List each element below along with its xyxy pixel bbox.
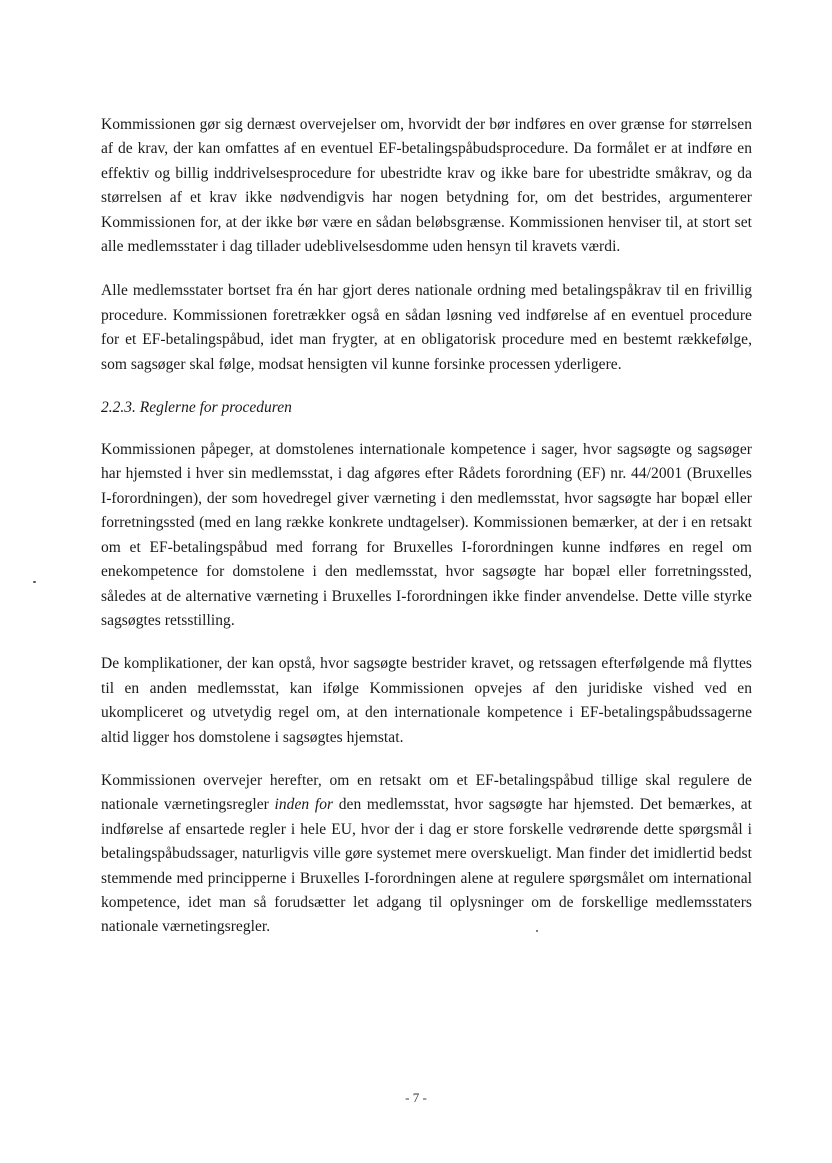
page-number: - 7 - (405, 1090, 427, 1105)
scan-speck (536, 930, 538, 932)
section-heading: 2.2.3. Reglerne for proceduren (101, 399, 292, 417)
paragraph-voluntary-procedure: Alle medlemsstater bortset fra én har gjort deres nationale ordning med betalingspåkrav til en frivillig procedure. Kommissionen foretrækker også en sådan løsning ved indførelse af en eventuel procedure for et EF-betalingspåbud, idet man frygter, at en obligatorisk procedure med en bestemt rækkefølge, som sagsøger skal følge, modsat hensigten vil kunne forsinke processen yderligere. (101, 282, 752, 373)
document-body (101, 113, 752, 940)
scan-speck (33, 581, 36, 583)
last-paragraph-start: Kommissionen overvejer herefter, om en retsakt om et EF-betalingspåbud tillige skal regulere de nationale værnetingsregler (101, 771, 752, 814)
paragraph-upper-limit: Kommissionen gør sig dernæst overvejelser om, hvorvidt der bør indføres en over grænse for størrelsen af de krav, der kan omfattes af en eventuel EF-betalingspåbudsprocedure. Da formålet er at indføre en effektiv og billig inddrivelsesprocedure for ubestridte krav og ikke bare for ubestridte småkrav, og da størrelsen af et krav ikke nødvendigvis har nogen betydning for, om det bestrides, argumenterer Kommissionen for, at der ikke bør være en sådan beløbsgrænse. Kommissionen henviser til, at stort set alle medlemsstater i dag tillader udeblivelsesdomme uden hensyn til kravets værdi. (101, 116, 752, 256)
last-paragraph-end: den medlemsstat, hvor sagsøgte har hjemsted. Det bemærkes, at indførelse af ensartede regler i hele EU, hvor der i dag er store forskelle vedrørende dette spørgsmål i betalingspåbudssager, naturligvis ville gøre systemet mere overskueligt. Man finder det imidlertid bedst stemmende med principperne i Bruxelles I-forordningen alene at regulere spørgsmålet om international kompetence, idet man så forudsætter let adgang til oplysninger om de forskellige medlemsstaters nationale værnetingsregler. (101, 796, 752, 936)
paragraph-national-venue-rules (101, 769, 752, 940)
paragraph-international-competence: Kommissionen påpeger, at domstolenes internationale kompetence i sager, hvor sagsøgte og sagsøger har hjemsted i hver sin medlemsstat, i dag afgøres efter Rådets forordning (EF) nr. 44/2001 (Bruxelles I-forordningen), der som hovedregel giver værneting i den medlemsstat, hvor sagsøgte har bopæl eller forretningssted (med en lang række konkrete undtagelser). Kommissionen bemærker, at der i en retsakt om et EF-betalingspåbud med forrang for Bruxelles I-forordningen kunne indføres en regel om enekompetence for domstolene i den medlemsstat, hvor sagsøgte har bopæl eller forretningssted, således at de alternative værneting i Bruxelles I-forordningen ikke finder anvendelse. Dette ville styrke sagsøgtes retsstilling. (101, 441, 752, 629)
emphasis-inden-for: inden for (274, 796, 334, 814)
paragraph-complications: De komplikationer, der kan opstå, hvor sagsøgte bestrider kravet, og retssagen efterfølgende må flyttes til en anden medlemsstat, kan ifølge Kommissionen opvejes af den juridiske vished ved en ukompliceret og utvetydig regel om, at den internationale kompetence i EF-betalingspåbudssagerne altid ligger hos domstolene i sagsøgtes hjemstat. (101, 655, 752, 746)
